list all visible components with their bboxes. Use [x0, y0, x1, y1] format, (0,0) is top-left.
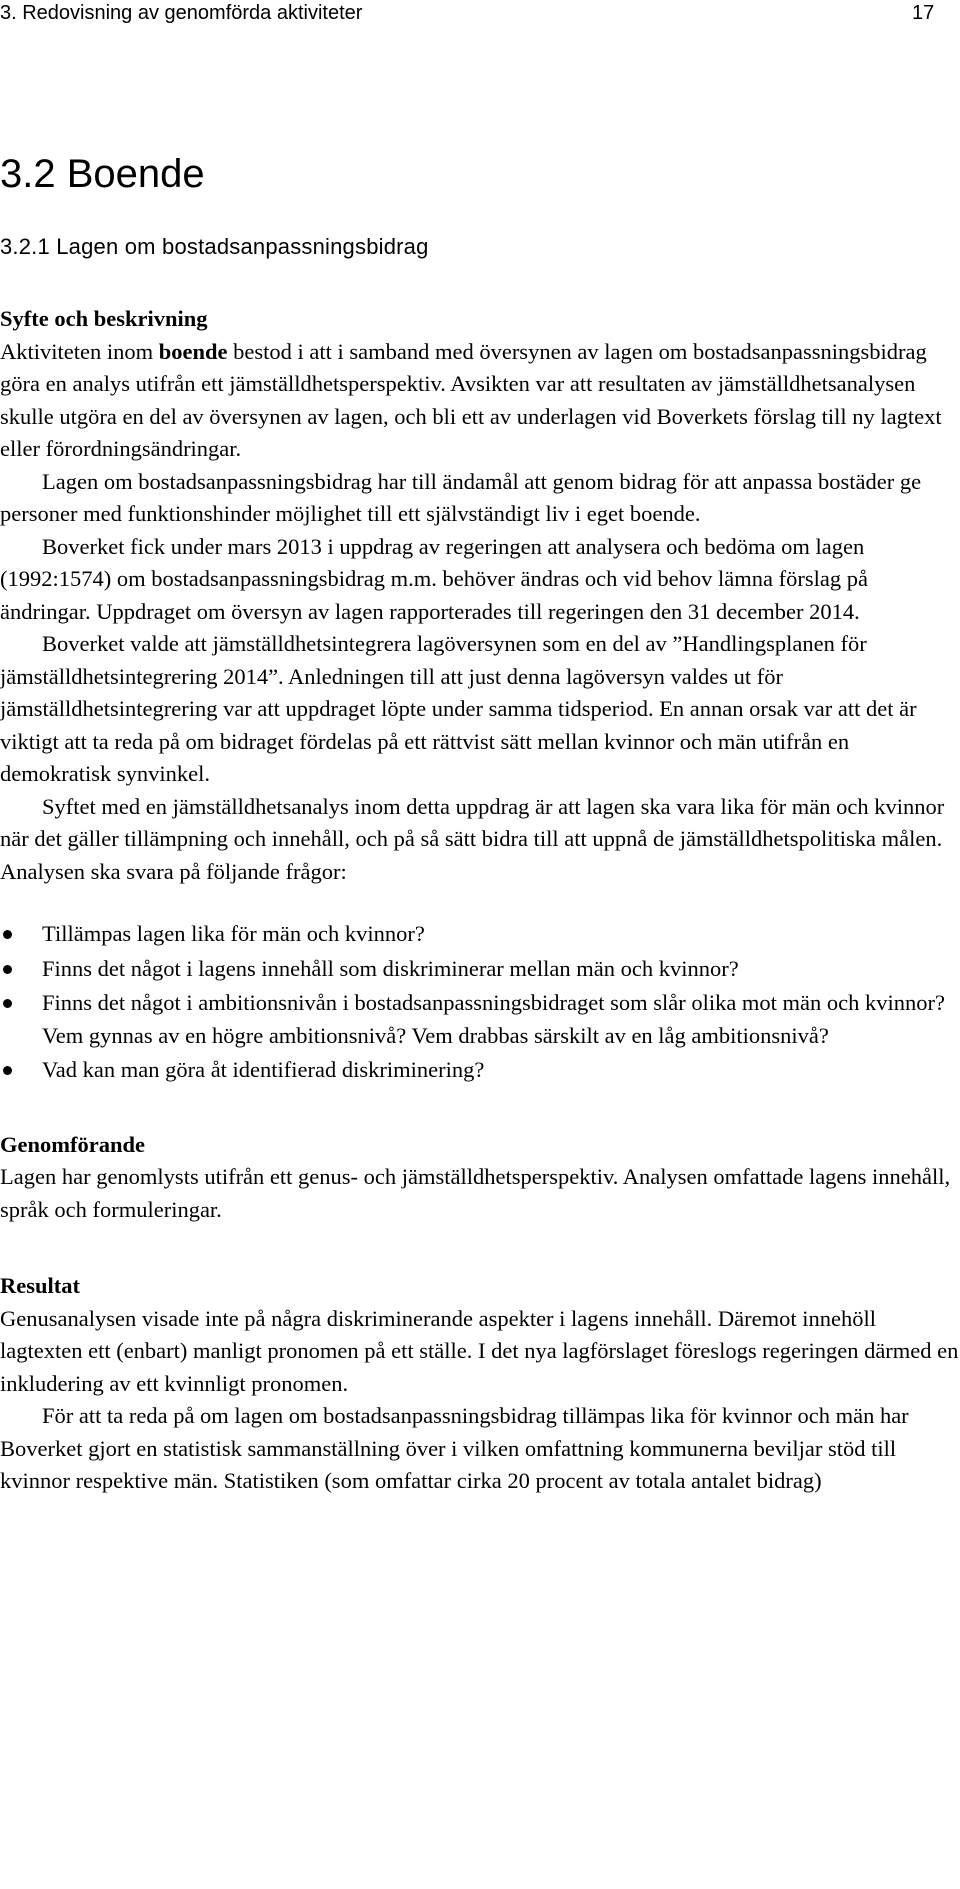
spacer	[0, 888, 960, 918]
spacer	[0, 1089, 960, 1129]
question-text: Vad kan man göra åt identifierad diskriminering?	[42, 1057, 485, 1082]
spacer	[0, 1226, 960, 1270]
question-text: Finns det något i lagens innehåll som diskriminerar mellan män och kvinnor?	[42, 955, 739, 981]
result-paragraph-1: Genusanalysen visade inte på några diskriminerande aspekter i lagens innehåll. Däremot innehöll lagtexten ett (enbart) manligt pronomen på ett ställe. I det nya lagförslaget föreslogs regeringen därmed en inkludering av ett kvinnligt pronomen.	[0, 1305, 959, 1396]
page-number: 17	[912, 2, 935, 24]
purpose-p1-end: bestod i att i samband med översynen av lagen om bostadsanpassningsbidrag göra en analys utifrån ett jämställdhetsperspektiv. Avsikten var att resultaten av jämställdhetsanalysen skulle utgöra en del av översynen av lagen, och bli ett av underlagen vid Boverkets förslag till ny lagtext eller förordningsändringar.	[0, 338, 942, 461]
question-item	[0, 987, 960, 1052]
section-title: 3.2 Boende	[0, 152, 205, 196]
purpose-p1-start: Aktiviteten inom	[0, 338, 159, 364]
question-list	[0, 918, 960, 1087]
purpose-paragraph-1	[0, 336, 960, 466]
purpose-paragraph-3: Boverket fick under mars 2013 i uppdrag av regeringen att analysera och bedöma om lagen (1992:1574) om bostadsanpassningsbidrag m.m. behöver ändras och vid behov lämna förslag på ändringar. Uppdraget om översyn av lagen rapporterades till regeringen den 31 december 2014.	[0, 533, 868, 624]
question-text: Finns det något i ambitionsnivån i bostadsanpassningsbidraget som slår olika mot män och kvinnor? Vem gynnas av en högre ambitionsnivå? Vem drabbas särskilt av en låg ambitionsnivå?	[42, 990, 946, 1048]
question-item	[0, 953, 960, 986]
question-item	[0, 918, 960, 951]
implementation-paragraph: Lagen har genomlysts utifrån ett genus- och jämställdhetsperspektiv. Analysen omfattade lagens innehåll, språk och formuleringar.	[0, 1164, 951, 1222]
question-text: Tillämpas lagen lika för män och kvinnor?	[42, 921, 425, 946]
purpose-paragraph-5: Syftet med en jämställdhetsanalys inom detta uppdrag är att lagen ska vara lika för män och kvinnor när det gäller tillämpning och innehåll, och på så sätt bidra till att uppnå de jämställdhetspolitiska målen. Analysen ska svara på följande frågor:	[0, 793, 945, 884]
bullet-icon	[3, 930, 12, 939]
result-heading: Resultat	[0, 1273, 80, 1298]
bullet-icon	[3, 999, 12, 1008]
subsection-title: 3.2.1 Lagen om bostadsanpassningsbidrag	[0, 234, 429, 259]
purpose-p1-bold: boende	[158, 338, 228, 364]
bullet-icon	[3, 965, 12, 974]
body-text	[0, 303, 960, 1498]
running-header	[0, 0, 956, 30]
running-header-chapter: 3. Redovisning av genomförda aktiviteter	[0, 2, 363, 24]
purpose-paragraph-4: Boverket valde att jämställdhetsintegrera lagöversynen som en del av ”Handlingsplanen för jämställdhetsintegrering 2014”. Anledningen till att just denna lagöversyn valdes ut för jämställdhetsintegrering var att uppdraget löpte under samma tidsperiod. En annan orsak var att det är viktigt att ta reda på om bidraget fördelas på ett rättvist sätt mellan kvinnor och män utifrån en demokratisk synvinkel.	[0, 631, 917, 786]
purpose-heading: Syfte och beskrivning	[0, 306, 208, 331]
implementation-heading: Genomförande	[0, 1131, 145, 1157]
bullet-icon	[3, 1066, 12, 1075]
purpose-paragraph-2: Lagen om bostadsanpassningsbidrag har till ändamål att genom bidrag för att anpassa bostäder ge personer med funktionshinder möjlighet till ett självständigt liv i eget boende.	[0, 468, 922, 526]
question-item	[0, 1054, 960, 1087]
result-paragraph-2: För att ta reda på om lagen om bostadsanpassningsbidrag tillämpas lika för kvinnor och män har Boverket gjort en statistisk sammanställning över i vilken omfattning kommunerna beviljar stöd till kvinnor respektive män. Statistiken (som omfattar cirka 20 procent av totala antalet bidrag)	[0, 1403, 909, 1493]
